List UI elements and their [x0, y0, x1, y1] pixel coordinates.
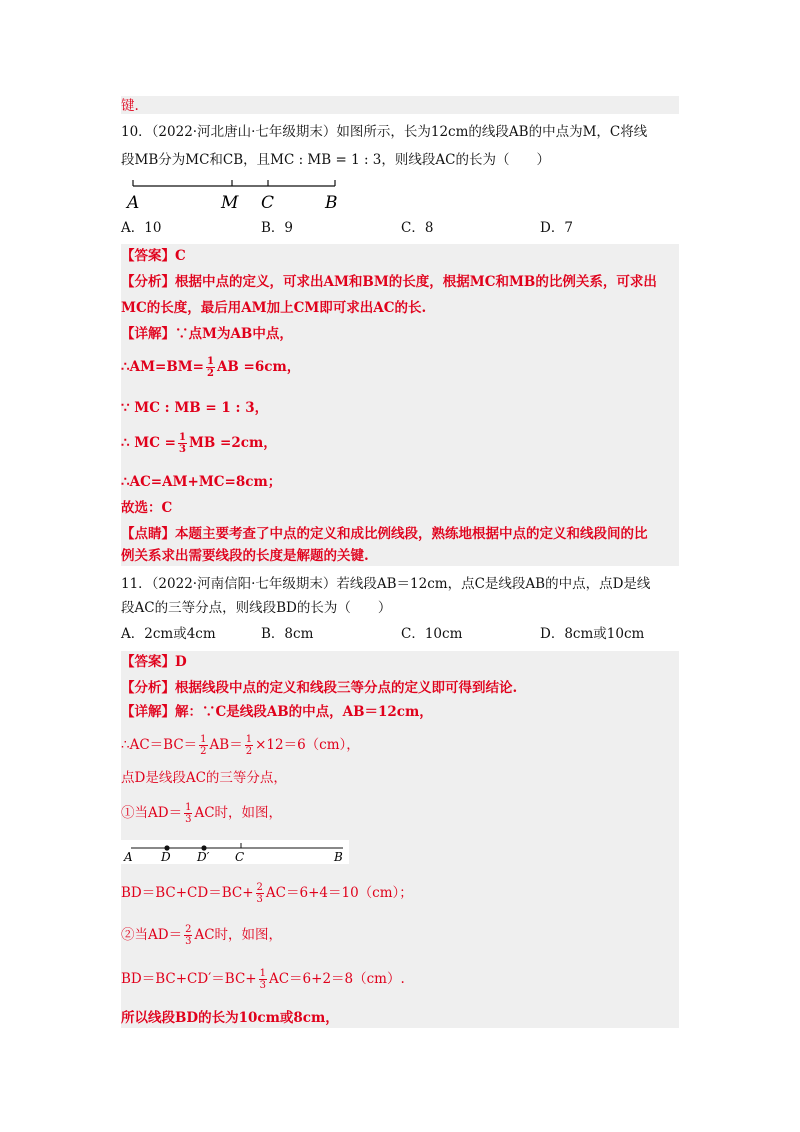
- q11-case2: [121, 924, 282, 947]
- q10-third-den: 3: [179, 444, 186, 455]
- q10-option-b: B．9: [261, 220, 294, 236]
- q11-detail-line2-pre: ∴AC＝BC＝: [121, 737, 198, 753]
- q11-segment-figure: [121, 840, 349, 864]
- q11-stem-line2: 段AC的三等分点，则线段BD的长为（ ）: [121, 600, 392, 616]
- q11-label-d: D: [161, 850, 171, 864]
- q11-third-a-num: 1: [185, 802, 192, 813]
- q10-detail-line2-pre: ∴AM=BM=: [121, 359, 204, 375]
- q11-option-c: C．10cm: [401, 626, 463, 642]
- q11-stem-line1: 11．（2022·河南信阳·七年级期末）若线段AB＝12cm，点C是线段AB的中点，点D是线: [121, 576, 651, 592]
- q10-option-d: D．7: [540, 220, 573, 236]
- q11-fraction-two-third-b: [184, 924, 192, 947]
- q11-third-b-num: 1: [259, 968, 266, 979]
- q10-detail-line4: [121, 432, 277, 455]
- q11-label-c: C: [235, 850, 245, 864]
- q11-answer: 【答案】D: [121, 654, 187, 670]
- q11-label-b: B: [334, 850, 343, 864]
- q11-half-a-den: 2: [200, 746, 207, 757]
- q11-fraction-two-third-a: [256, 882, 264, 905]
- q10-detail-line3: ∵ MC : MB = 1 : 3，: [121, 400, 269, 416]
- q11-fraction-third-a: [184, 802, 192, 825]
- q10-fraction-half: [206, 356, 215, 379]
- q10-answer: 【答案】C: [121, 248, 186, 264]
- q11-case2-calc-pre: BD＝BC+CD′＝BC+: [121, 971, 257, 987]
- q11-detail-line3: 点D是线段AC的三等分点，: [121, 770, 287, 786]
- q11-half-b-num: 1: [245, 734, 253, 745]
- q11-case2-pre: ②当AD＝: [121, 927, 183, 943]
- q11-case1-calc: [121, 882, 413, 905]
- q11-case2-calc: [121, 968, 405, 991]
- q10-label-m: M: [221, 193, 239, 212]
- q10-choose: 故选：C: [121, 500, 173, 516]
- q11-two-third-a-den: 3: [256, 894, 263, 905]
- q10-detail-line2-post: AB =6cm，: [216, 359, 301, 375]
- prev-tail-text: 键.: [121, 98, 139, 114]
- q11-case2-post: AC时，如图，: [194, 927, 283, 943]
- q10-stem-line2: 段MB分为MC和CB，且MC : MB = 1 : 3，则线段AC的长为（ ）: [121, 152, 550, 168]
- q11-third-b-den: 3: [259, 980, 266, 991]
- q11-label-d-prime: D′: [197, 850, 210, 864]
- q11-case1-pre: ①当AD＝: [121, 805, 183, 821]
- q11-option-b: B．8cm: [261, 626, 314, 642]
- q10-detail-line4-pre: ∴ MC =: [121, 435, 176, 451]
- q11-detail-line2: [121, 734, 360, 757]
- q11-two-third-b-den: 3: [185, 936, 192, 947]
- q11-analysis: 【分析】根据线段中点的定义和线段三等分点的定义即可得到结论.: [121, 680, 518, 696]
- q11-fraction-half-b: [245, 734, 253, 757]
- q10-label-a: A: [127, 193, 140, 212]
- q11-detail-line2-mid: AB＝: [209, 737, 243, 753]
- q11-case1-calc-post: AC＝6+4＝10（cm）；: [265, 885, 413, 901]
- prev-answer-highlight: [121, 96, 679, 114]
- q11-label-a: A: [124, 850, 133, 864]
- q11-detail-line1: 【详解】解：∵C是线段AB的中点，AB＝12cm，: [121, 704, 433, 720]
- q10-detail-line2: [121, 356, 300, 379]
- q11-case2-calc-post: AC＝6+2＝8（cm）.: [268, 971, 405, 987]
- q10-stem-line1: 10．（2022·河北唐山·七年级期末）如图所示，长为12cm的线段AB的中点为M，C将线: [121, 124, 648, 140]
- q10-half-den: 2: [206, 368, 214, 379]
- q10-analysis-line1: 【分析】根据中点的定义，可求出AM和BM的长度，根据MC和MB的比例关系，可求出: [121, 274, 657, 290]
- q10-point-line2: 例关系求出需要线段的长度是解题的关键.: [121, 548, 369, 564]
- q11-third-a-den: 3: [185, 814, 192, 825]
- q11-option-d: D．8cm或10cm: [540, 626, 645, 642]
- q10-option-a: A．10: [121, 220, 162, 236]
- q11-two-third-a-num: 2: [256, 882, 263, 893]
- q11-detail-line2-post: ×12＝6（cm），: [255, 737, 360, 753]
- q11-case1-calc-pre: BD＝BC+CD＝BC+: [121, 885, 254, 901]
- q10-label-c: C: [261, 193, 275, 212]
- q11-case1: [121, 802, 282, 825]
- q11-conclusion: 所以线段BD的长为10cm或8cm，: [121, 1010, 339, 1026]
- q10-analysis-line2: MC的长度，最后用AM加上CM即可求出AC的长.: [121, 300, 427, 316]
- q11-half-a-num: 1: [200, 734, 207, 745]
- q11-fraction-half-a: [199, 734, 207, 757]
- q11-option-a: A．2cm或4cm: [121, 626, 216, 642]
- q10-segment-figure: [121, 176, 351, 212]
- q10-detail-line1: 【详解】∵点M为AB中点，: [121, 326, 293, 342]
- q10-label-b: B: [325, 193, 338, 212]
- q11-half-b-den: 2: [245, 746, 253, 757]
- q10-half-num: 1: [206, 356, 214, 367]
- q11-fraction-third-b: [259, 968, 267, 991]
- q10-detail-line4-post: MB =2cm，: [188, 435, 277, 451]
- q11-two-third-b-num: 2: [185, 924, 192, 935]
- q10-third-num: 1: [179, 432, 186, 443]
- q11-case1-post: AC时，如图，: [194, 805, 283, 821]
- q10-point-line1: 【点睛】本题主要考查了中点的定义和成比例线段，熟练地根据中点的定义和线段间的比: [121, 526, 648, 542]
- q10-fraction-third: [178, 432, 187, 455]
- q10-detail-line5: ∴AC=AM+MC=8cm；: [121, 474, 282, 490]
- q10-option-c: C．8: [401, 220, 434, 236]
